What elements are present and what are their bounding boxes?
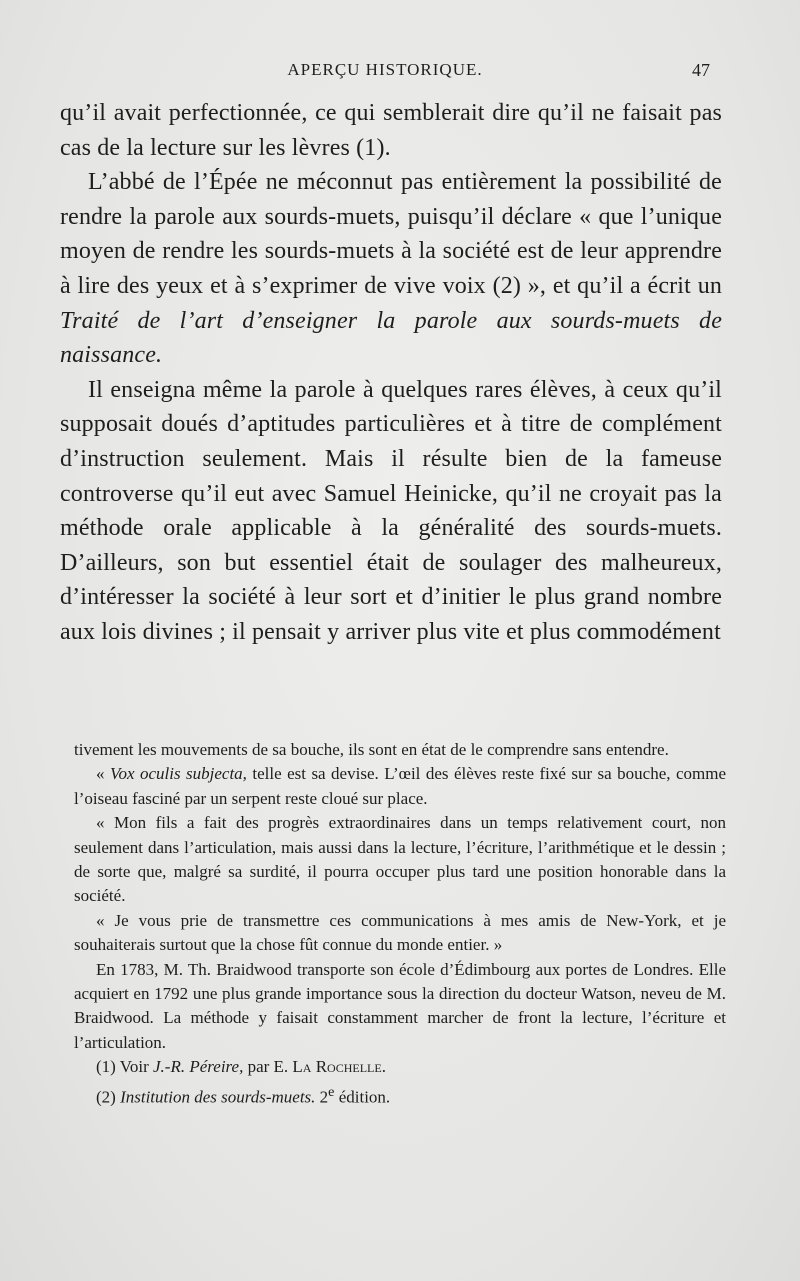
book-title-italic: Traité de l’art d’enseigner la parole aux sourds-muets de naissance.: [60, 307, 722, 369]
note-devise: « Vox oculis subjecta, telle est sa devise. L’œil des élèves reste fixé sur sa bouche, comme l’oiseau fasciné par un serpent reste cloué sur place.: [74, 764, 727, 808]
page-number: 47: [692, 60, 710, 80]
paragraph-continuation: qu’il avait perfectionnée, ce qui semblerait dire qu’il ne faisait pas cas de la lecture sur les lèvres (1).: [60, 100, 722, 161]
paragraph-enseigna: Il enseigna même la parole à quelques rares élèves, à ceux qu’il supposait doués d’aptitudes particulières et à titre de complément d’instruction seulement. Mais il résulte bien de la fameuse controverse qu’il eut avec Samuel Heinicke, qu’il ne croyait pas la méthode orale applicable à la généralité des sourds-muets. D’ailleurs, son but essentiel était de soulager des malheureux, d’intéresser la société à leur sort et d’initier le plus grand nombre aux lois divines ; il pensait y arriver plus vite et plus commodément: [60, 376, 722, 645]
paragraph-epee: L’abbé de l’Épée ne méconnut pas entièrement la possibilité de rendre la parole aux sourds-muets, puisqu’il déclare « que l’unique moyen de rendre les sourds-muets à la société est de leur apprendre à lire des yeux et à s’exprimer de vive voix (2) », et qu’il a écrit un Traité de l’art d’enseigner la parole aux sourds-muets de naissance.: [60, 169, 722, 369]
page-header: [60, 60, 710, 86]
note-progres: « Mon fils a fait des progrès extraordinaires dans un temps relativement court, non seulement dans l’articulation, mais aussi dans la lecture, l’écriture, l’arithmétique et le dessin ; de sorte que, malgré sa surdité, il pourra occuper plus tard une position honorable dans la société.: [74, 813, 726, 906]
notes-section: [74, 738, 726, 1110]
main-text: [60, 96, 722, 650]
note-braidwood: En 1783, M. Th. Braidwood transporte son école d’Édimbourg aux portes de Londres. Elle acquiert en 1792 une plus grande importance sous la direction du docteur Watson, neveu de M. Braidwood. La méthode y faisait constamment marcher de front la lecture, l’écriture et l’articulation.: [74, 959, 726, 1052]
running-title: APERÇU HISTORIQUE.: [287, 60, 483, 79]
footnote-separator: [60, 714, 722, 715]
latin-motto: Vox oculis subjecta,: [109, 764, 247, 784]
note-transmettre: « Je vous prie de transmettre ces communications à mes amis de New-York, et je souhaiterais surtout que la chose fût connue du monde entier. »: [74, 910, 726, 955]
footnote-1: (1) Voir J.-R. Péreire, par E. La Rochelle.: [96, 1057, 386, 1077]
note-continuation: tivement les mouvements de sa bouche, ils sont en état de le comprendre sans entendre.: [74, 740, 669, 759]
footnote-2: (2) Institution des sourds-muets. 2e édition.: [96, 1083, 391, 1107]
